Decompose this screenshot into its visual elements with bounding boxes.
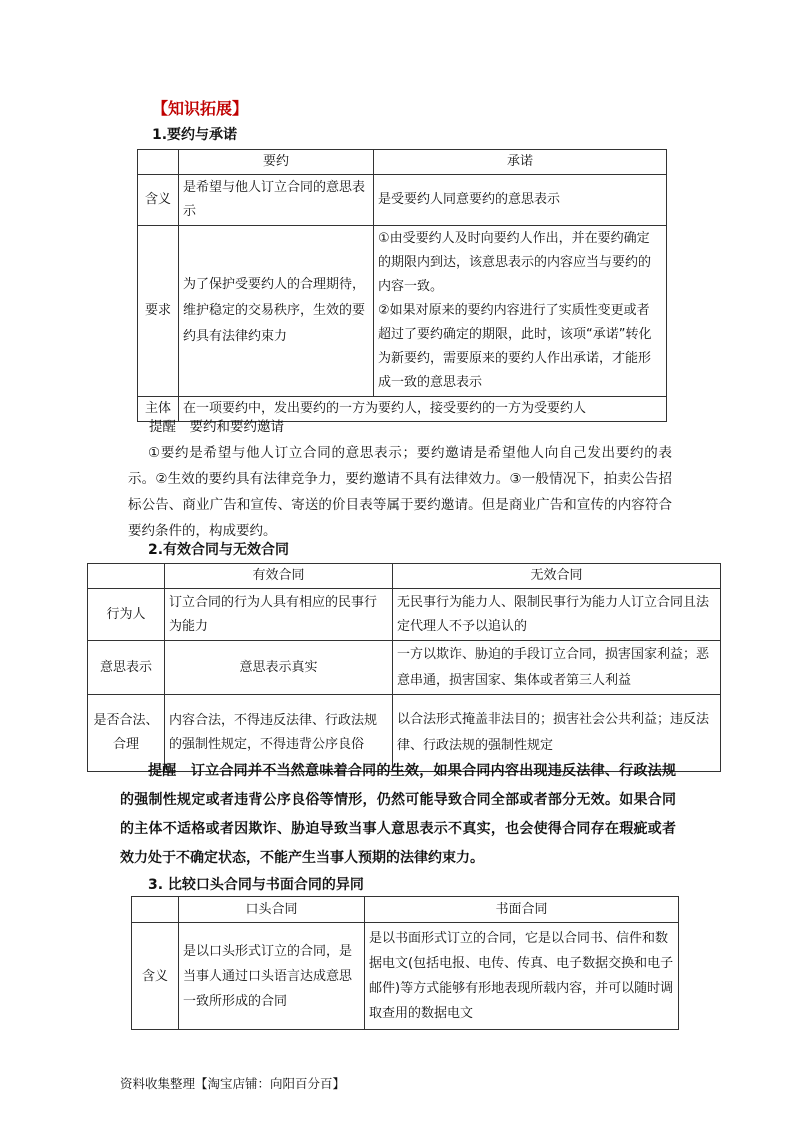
table-row <box>138 175 667 226</box>
invalid-legality: 以合法形式掩盖非法目的；损害社会公共利益；违反法律、行政法规的强制性规定 <box>393 695 721 772</box>
header-written-contract: 书面合同 <box>365 897 679 923</box>
footer-source: 资料收集整理【淘宝店铺：向阳百分百】 <box>120 1076 346 1091</box>
written-meaning: 是以书面形式订立的合同，它是以合同书、信件和数据电文(包括电报、电传、传真、电子数据交换和电子邮件)等方式能够有形地表现所载内容，并可以随时调取查用的数据电文 <box>365 923 679 1030</box>
acceptance-requirement-1: ①由受要约人及时向要约人作出，并在要约确定的期限内到达，该意思表示的内容应当与要约的内容一致。 <box>378 231 652 294</box>
tip-2: 提醒 订立合同并不当然意味着合同的生效，如果合同内容出现违反法律、行政法规的强制性规定或者违背公序良俗等情形，仍然可能导致合同全部或者部分无效。如果合同的主体不适格或者因欺诈、胁迫导致当事人意思表示不真实，也会使得合同存在瑕疵或者效力处于不确定状态，不能产生当事人预期的法律约束力。 <box>120 763 676 866</box>
row-label: 要求 <box>138 226 179 397</box>
acceptance-requirement-2: ②如果对原来的要约内容进行了实质性变更或者超过了要约确定的期限，此时，该项“承诺”转化为新要约，需要原来的要约人作出承诺，才能形成一致的意思表示 <box>378 303 652 390</box>
header-cell-empty <box>132 897 179 923</box>
valid-intent: 意思表示真实 <box>165 641 393 695</box>
header-cell-empty <box>88 564 165 589</box>
header-cell-empty <box>138 150 179 175</box>
table-row <box>88 589 721 641</box>
header-invalid-contract: 无效合同 <box>393 564 721 589</box>
header-acceptance: 承诺 <box>374 150 667 175</box>
invalid-intent: 一方以欺诈、胁迫的手段订立合同，损害国家利益；恶意串通，损害国家、集体或者第三人利益 <box>393 641 721 695</box>
tip-1-body: ①要约是希望与他人订立合同的意思表示；要约邀请是希望他人向自己发出要约的表示。②生效的要约具有法律竞争力，要约邀请不具有法律效力。③一般情况下，拍卖公告招标公告、商业广告和宣传、寄送的价目表等属于要约邀请。但是商业广告和宣传的内容符合要约条件的，构成要约。 <box>128 445 672 539</box>
valid-actor: 订立合同的行为人具有相应的民事行为能力 <box>165 589 393 641</box>
invalid-actor: 无民事行为能力人、限制民事行为能力人订立合同且法定代理人不予以追认的 <box>393 589 721 641</box>
acceptance-meaning: 是受要约人同意要约的意思表示 <box>374 175 667 226</box>
header-valid-contract: 有效合同 <box>165 564 393 589</box>
offer-acceptance-table <box>137 149 667 422</box>
section-1-title: 1.要约与承诺 <box>152 127 238 143</box>
row-label: 含义 <box>138 175 179 226</box>
row-label: 主体 <box>138 397 179 422</box>
valid-legality: 内容合法，不得违反法律、行政法规的强制性规定，不得违背公序良俗 <box>165 695 393 772</box>
oral-meaning: 是以口头形式订立的合同，是当事人通过口头语言达成意思一致所形成的合同 <box>179 923 365 1030</box>
table-row <box>132 923 679 1030</box>
table-row <box>138 226 667 397</box>
offer-requirement: 为了保护受要约人的合理期待，维护稳定的交易秩序，生效的要约具有法律约束力 <box>179 226 374 397</box>
oral-written-contract-table <box>131 896 679 1030</box>
table-header-row <box>88 564 721 589</box>
table-header-row <box>132 897 679 923</box>
tip-1-title: 提醒 要约和要约邀请 <box>149 419 284 435</box>
row-label: 意思表示 <box>88 641 165 695</box>
header-offer: 要约 <box>179 150 374 175</box>
section-3-title: 3. 比较口头合同与书面合同的异同 <box>148 877 364 893</box>
header-oral-contract: 口头合同 <box>179 897 365 923</box>
section-2-title: 2.有效合同与无效合同 <box>148 542 290 558</box>
table-header-row <box>138 150 667 175</box>
subject-description: 在一项要约中，发出要约的一方为要约人，接受要约的一方为受要约人 <box>179 397 667 422</box>
knowledge-extension-title: 【知识拓展】 <box>152 99 249 118</box>
row-label: 是否合法、合理 <box>88 695 165 772</box>
valid-invalid-contract-table <box>87 563 721 772</box>
table-row <box>88 641 721 695</box>
row-label: 行为人 <box>88 589 165 641</box>
offer-meaning: 是希望与他人订立合同的意思表示 <box>179 175 374 226</box>
acceptance-requirement <box>374 226 667 397</box>
row-label: 含义 <box>132 923 179 1030</box>
